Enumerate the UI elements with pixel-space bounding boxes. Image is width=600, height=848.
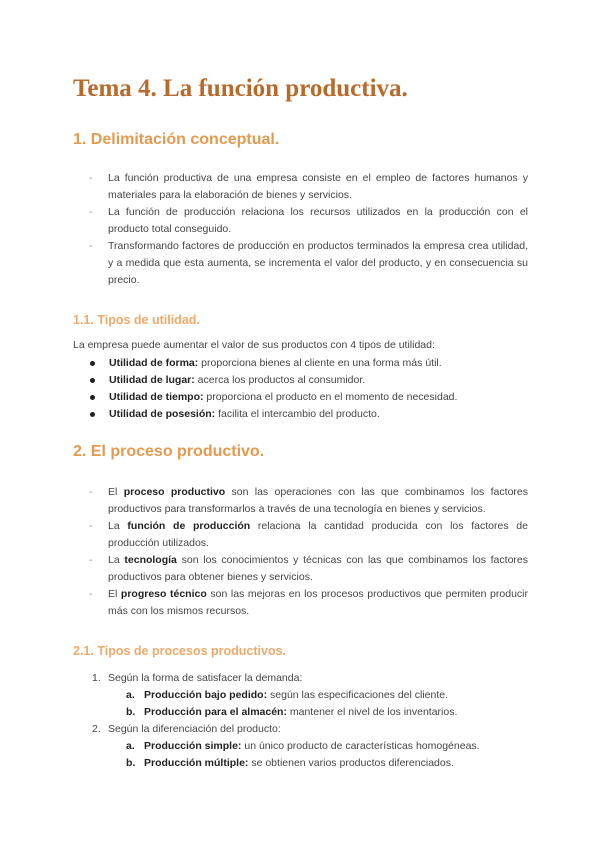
dash-marker: - (89, 172, 93, 184)
dash-marker: - (89, 486, 93, 498)
bullet-icon (90, 361, 95, 366)
list-item: Utilidad de posesión: facilita el intercambio del producto. (73, 406, 457, 423)
list-item: 2. Según la diferenciación del producto: a. Producción simple: un único producto de características homogéneas. b. Producción múltiple: se obtienen varios productos diferenciados. (73, 721, 480, 772)
dash-marker: - (89, 554, 93, 566)
sub-list-item: b. Producción múltiple: se obtienen varios productos diferenciados. (126, 757, 454, 769)
section-1-1-heading: 1.1. Tipos de utilidad. (73, 313, 200, 327)
dash-marker: - (89, 206, 93, 218)
list-item: - La función de producción relaciona la cantidad producida con los factores de producción utilizados. (89, 520, 528, 549)
list-item: - El progreso técnico son las mejoras en los procesos productivos que permiten producir más con los mismos recursos. (89, 588, 528, 617)
list-number: 2. (92, 723, 101, 735)
dash-marker: - (89, 240, 93, 252)
section-1-heading: 1. Delimitación conceptual. (73, 131, 280, 148)
page-title: Tema 4. La función productiva. (73, 75, 408, 102)
section-2-heading: 2. El proceso productivo. (73, 443, 265, 460)
sub-list-item: a. Producción bajo pedido: según las especificaciones del cliente. (126, 689, 449, 701)
list-item: Utilidad de lugar: acerca los productos al consumidor. (73, 372, 457, 389)
bullet-icon (90, 412, 95, 417)
section-1-list (73, 170, 528, 289)
list-item: - El proceso productivo son las operaciones con las que combinamos los factores productivos para transformarlos a través de una tecnología en bienes y servicios. (89, 486, 528, 515)
list-item: - La función productiva de una empresa consiste en el empleo de factores humanos y materiales para la elaboración de bienes y servicios. (89, 172, 528, 201)
section-1-1-intro: La empresa puede aumentar el valor de sus productos con 4 tipos de utilidad: (73, 339, 435, 351)
sub-list (108, 687, 480, 721)
list-item: 1. Según la forma de satisfacer la demanda: a. Producción bajo pedido: según las especificaciones del cliente. b. Producción para el almacén: mantener el nivel de los inventarios. (73, 670, 480, 721)
process-types-list (73, 670, 480, 772)
list-number: 1. (92, 672, 101, 684)
dash-marker: - (89, 520, 93, 532)
list-item: - Transformando factores de producción en productos terminados la empresa crea utilidad, y a medida que esta aumenta, se incrementa el valor del producto, y en consecuencia su precio. (89, 240, 528, 286)
dash-marker: - (89, 588, 93, 600)
utility-types-list (73, 355, 457, 423)
list-item: Utilidad de forma: proporciona bienes al cliente en una forma más útil. (73, 355, 457, 372)
sub-list (108, 738, 480, 772)
section-2-1-heading: 2.1. Tipos de procesos productivos. (73, 644, 287, 658)
bullet-icon (90, 378, 95, 383)
bullet-icon (90, 395, 95, 400)
sub-list-item: b. Producción para el almacén: mantener el nivel de los inventarios. (126, 706, 458, 718)
section-2-list (73, 484, 528, 620)
sub-list-item: a. Producción simple: un único producto de características homogéneas. (126, 740, 480, 752)
list-item: - La tecnología son los conocimientos y técnicas con las que combinamos los factores productivos para obtener bienes y servicios. (89, 554, 528, 583)
list-item: Utilidad de tiempo: proporciona el producto en el momento de necesidad. (73, 389, 457, 406)
list-item: - La función de producción relaciona los recursos utilizados en la producción con el producto total conseguido. (89, 206, 528, 235)
